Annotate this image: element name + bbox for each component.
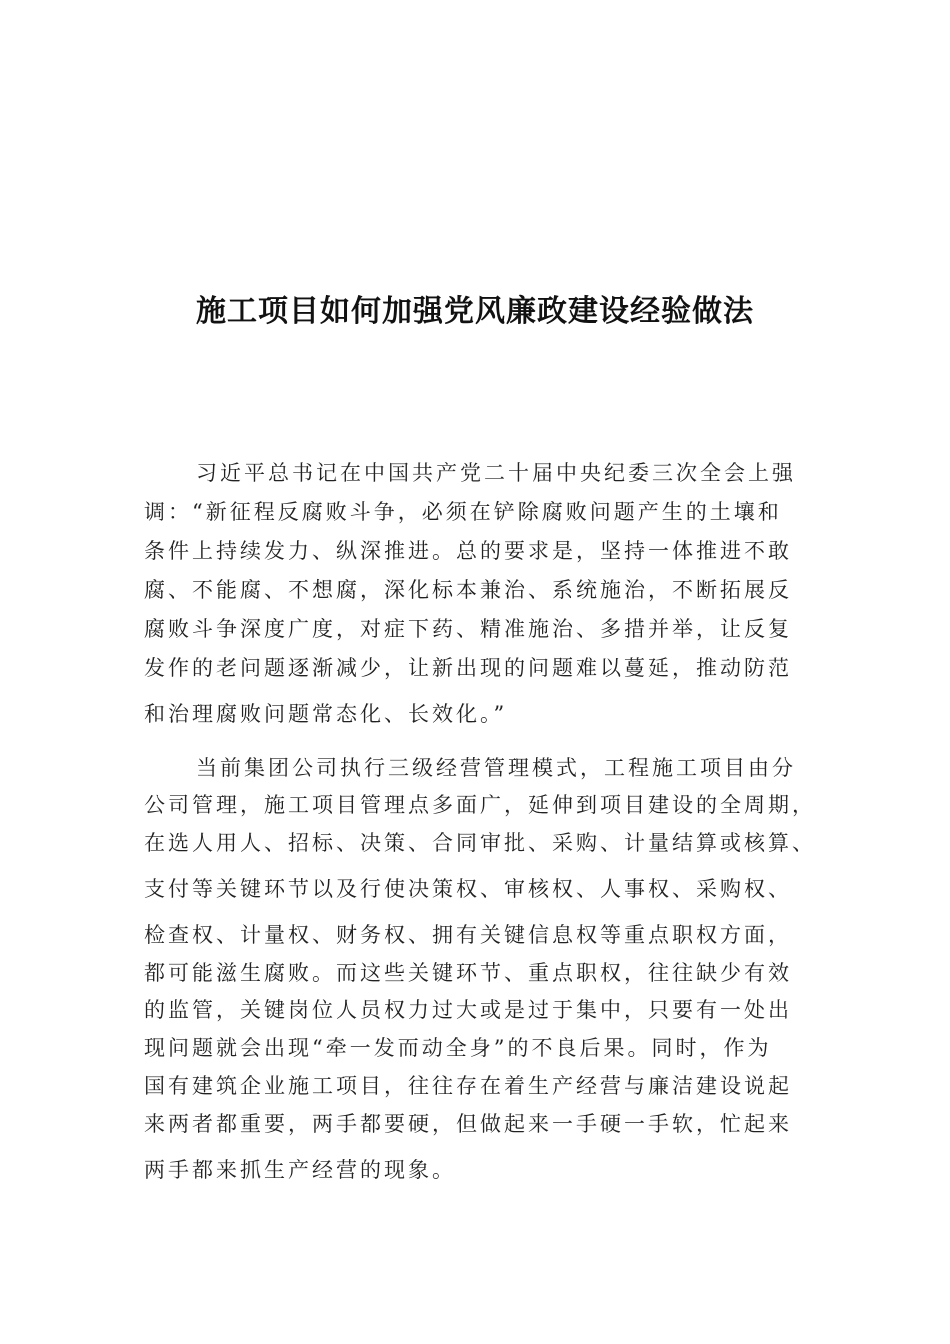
paragraph-2-line-6: 都可能滋生腐败。而这些关键环节、重点职权，往往缺少有效 (144, 961, 792, 985)
paragraph-1-line-2: 调：“新征程反腐败斗争，必须在铲除腐败问题产生的土壤和 (144, 500, 782, 524)
paragraph-2-line-4: 支付等关键环节以及行使决策权、审核权、人事权、采购权、 (144, 877, 792, 901)
paragraph-1-line-3: 条件上持续发力、纵深推进。总的要求是，坚持一体推进不敢 (144, 539, 792, 563)
paragraph-1-line-1: 习近平总书记在中国共产党二十届中央纪委三次全会上强 (196, 461, 796, 485)
paragraph-1-line-6: 发作的老问题逐渐减少，让新出现的问题难以蔓延，推动防范 (144, 656, 792, 680)
paragraph-2-line-8: 现问题就会出现“牵一发而动全身”的不良后果。同时，作为 (144, 1036, 772, 1060)
document-title: 施工项目如何加强党风廉政建设经验做法 (196, 294, 754, 329)
paragraph-2-line-5: 检查权、计量权、财务权、拥有关键信息权等重点职权方面， (144, 923, 792, 947)
paragraph-1-line-5: 腐败斗争深度广度，对症下药、精准施治、多措并举，让反复 (144, 617, 792, 641)
paragraph-2-line-3: 在选人用人、招标、决策、合同审批、采购、计量结算或核算、 (144, 831, 816, 855)
paragraph-2-line-2: 公司管理，施工项目管理点多面广，延伸到项目建设的全周期， (144, 793, 816, 817)
paragraph-1-line-7: 和治理腐败问题常态化、长效化。” (144, 702, 508, 726)
paragraph-2-line-10: 来两者都重要，两手都要硬，但做起来一手硬一手软，忙起来 (144, 1112, 792, 1136)
paragraph-1-line-4: 腐、不能腐、不想腐，深化标本兼治、系统施治，不断拓展反 (144, 578, 792, 602)
paragraph-2-line-7: 的监管，关键岗位人员权力过大或是过于集中，只要有一处出 (144, 998, 792, 1022)
paragraph-2-line-9: 国有建筑企业施工项目，往往存在着生产经营与廉洁建设说起 (144, 1074, 792, 1098)
paragraph-2-line-11: 两手都来抓生产经营的现象。 (144, 1158, 456, 1182)
paragraph-2-line-1: 当前集团公司执行三级经营管理模式，工程施工项目由分 (196, 756, 796, 780)
